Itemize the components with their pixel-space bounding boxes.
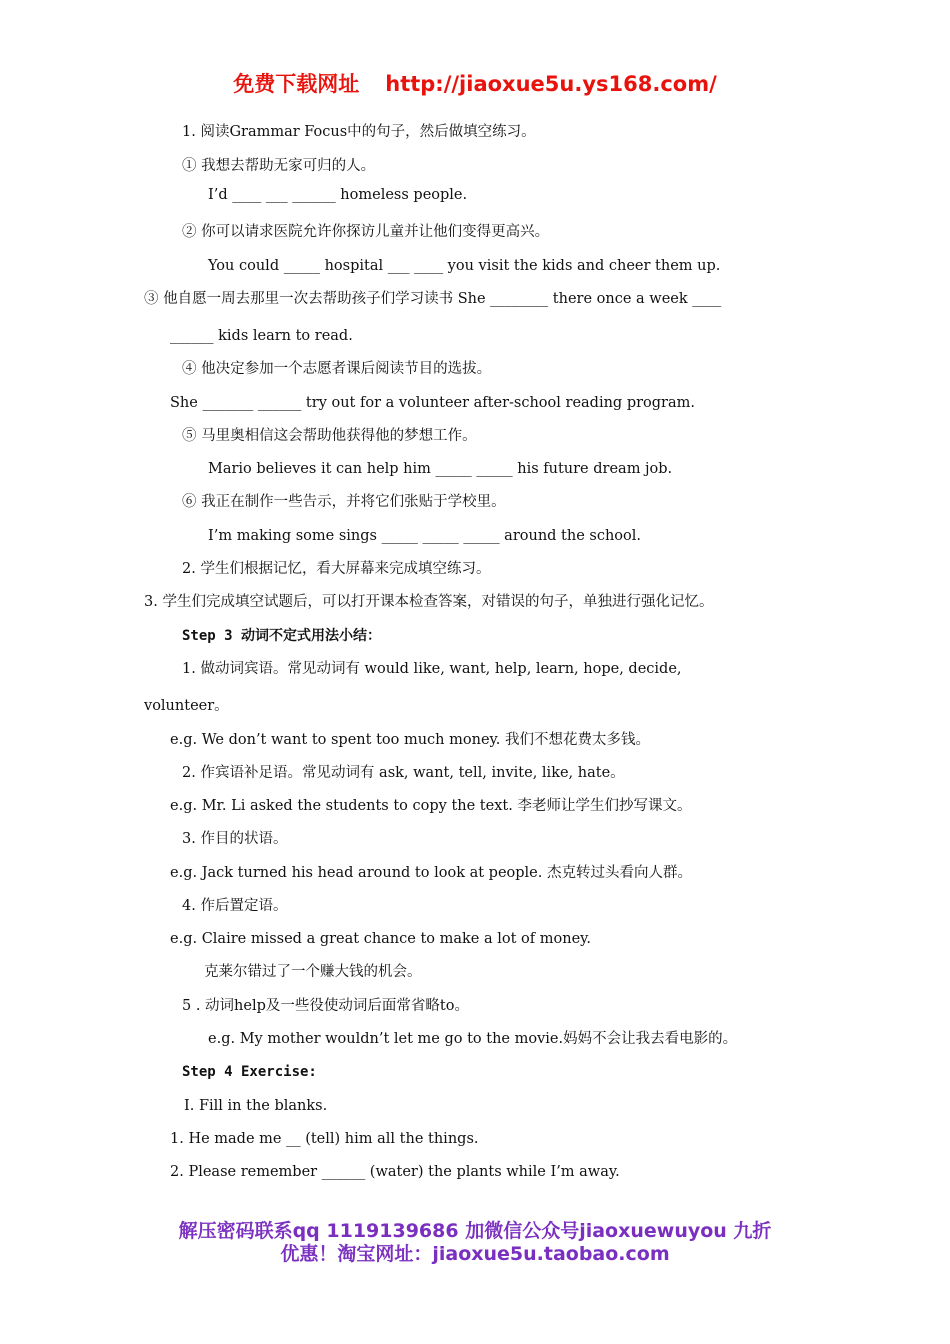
line-2: ① 我想去帮助无家可归的人。 <box>182 158 376 174</box>
line-1: 1. 阅读Grammar Focus中的句子，然后做填空练习。 <box>182 124 536 140</box>
header-banner <box>0 68 950 98</box>
line-10: ⑤ 马里奥相信这会帮助他获得他的梦想工作。 <box>182 428 477 444</box>
line-4: ② 你可以请求医院允许你探访儿童并让他们变得更高兴。 <box>182 224 550 240</box>
line-26: 克莱尔错过了一个赚大钱的机会。 <box>204 964 422 980</box>
line-31: 1. He made me __ (tell) him all the things. <box>170 1131 479 1147</box>
line-3: I’d ____ ___ ______ homeless people. <box>208 187 468 203</box>
line-25: e.g. Claire missed a great chance to make a lot of money. <box>170 931 592 947</box>
line-30: Ⅰ. Fill in the blanks. <box>184 1098 328 1114</box>
line-21: e.g. Mr. Li asked the students to copy the text. 李老师让学生们抄写课文。 <box>170 798 692 814</box>
line-22: 3. 作目的状语。 <box>182 831 288 847</box>
line-13: I’m making some sings _____ _____ _____ around the school. <box>208 528 642 544</box>
line-19: e.g. We don’t want to spent too much money. 我们不想花费太多钱。 <box>170 732 651 748</box>
line-28: e.g. My mother wouldn’t let me go to the movie.妈妈不会让我去看电影的。 <box>208 1031 738 1047</box>
line-14: 2. 学生们根据记忆，看大屏幕来完成填空练习。 <box>182 561 491 577</box>
line-12: ⑥ 我正在制作一些告示，并将它们张贴于学校里。 <box>182 494 506 510</box>
step4-heading: Step 4 Exercise: <box>182 1064 317 1080</box>
line-7: ______ kids learn to read. <box>170 328 353 344</box>
line-15: 3. 学生们完成填空试题后，可以打开课本检查答案，对错误的句子，单独进行强化记忆。 <box>144 594 714 610</box>
line-5: You could _____ hospital ___ ____ you visit the kids and cheer them up. <box>208 258 721 274</box>
line-24: 4. 作后置定语。 <box>182 898 288 914</box>
footer-line-2: 优惠！淘宝网址：jiaoxue5u.taobao.com <box>280 1243 670 1265</box>
line-20: 2. 作宾语补足语。常见动词有 ask, want, tell, invite, like, hate。 <box>182 765 625 781</box>
line-27: 5 . 动词help及一些役使动词后面常省略to。 <box>182 998 469 1014</box>
header-label: 免费下载网址 <box>233 72 360 96</box>
line-9: She _______ ______ try out for a volunteer after-school reading program. <box>170 395 695 411</box>
step3-heading: Step 3 动词不定式用法小结： <box>182 628 382 644</box>
line-11: Mario believes it can help him _____ _____ his future dream job. <box>208 461 673 477</box>
header-url-link[interactable]: http://jiaoxue5u.ys168.com/ <box>385 72 717 96</box>
line-17: 1. 做动词宾语。常见动词有 would like, want, help, learn, hope, decide, <box>182 661 682 677</box>
footer-line-1: 解压密码联系qq 1119139686 加微信公众号jiaoxuewuyou 九折 <box>178 1220 772 1242</box>
line-18: volunteer。 <box>144 698 229 714</box>
line-23: e.g. Jack turned his head around to look at people. 杰克转过头看向人群。 <box>170 865 692 881</box>
line-8: ④ 他决定参加一个志愿者课后阅读节目的选拔。 <box>182 361 492 377</box>
line-6: ③ 他自愿一周去那里一次去帮助孩子们学习读书 She ________ there once a week ____ <box>144 291 722 307</box>
line-32: 2. Please remember ______ (water) the plants while I’m away. <box>170 1164 620 1180</box>
